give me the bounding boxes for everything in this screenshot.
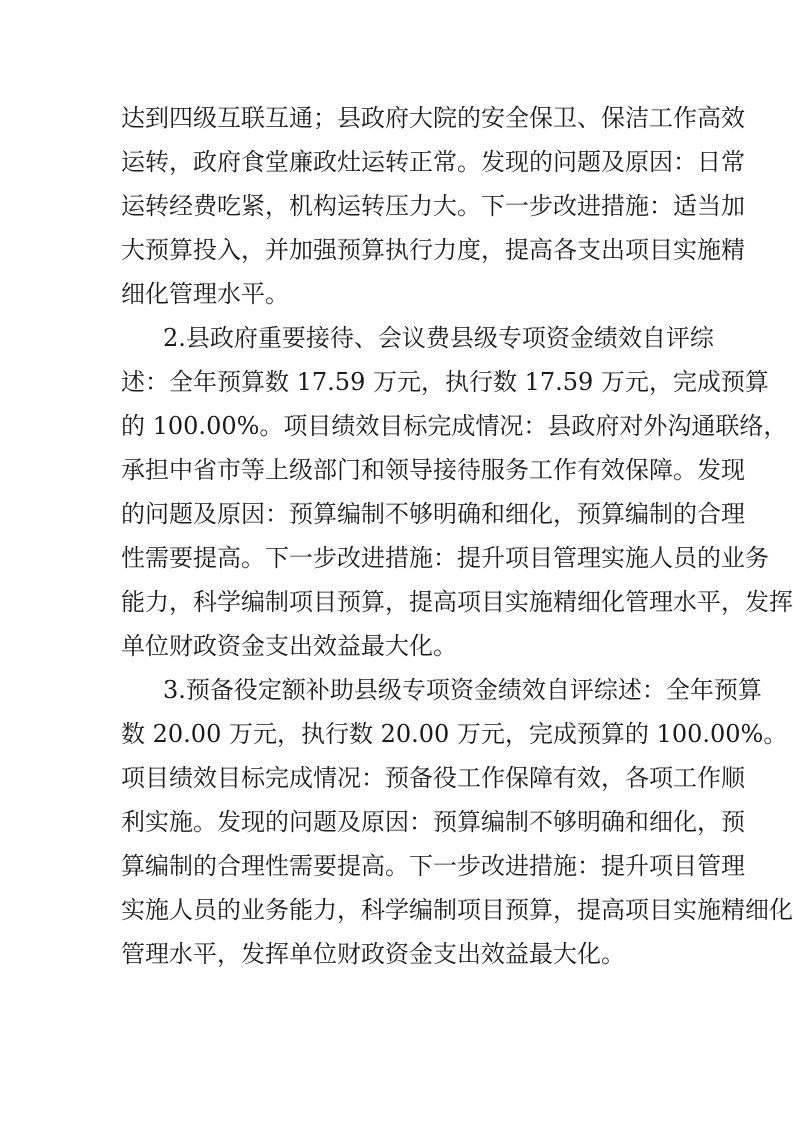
paragraph-2-line-4: 承担中省市等上级部门和领导接待服务工作有效保障。发现 bbox=[121, 456, 745, 484]
paragraph-2-line-1: 2.县政府重要接待、会议费县级专项资金绩效自评综 bbox=[163, 324, 714, 352]
paragraph-3-line-3: 项目绩效目标完成情况：预备役工作保障有效，各项工作顺 bbox=[121, 764, 745, 792]
paragraph-2-line-5: 的问题及原因：预算编制不够明确和细化，预算编制的合理 bbox=[121, 500, 745, 528]
paragraph-2-line-7: 能力，科学编制项目预算，提高项目实施精细化管理水平，发挥 bbox=[121, 588, 793, 616]
paragraph-3-line-7: 管理水平，发挥单位财政资金支出效益最大化。 bbox=[121, 940, 625, 968]
paragraph-3-line-2: 数 20.00 万元，执行数 20.00 万元，完成预算的 100.00%。 bbox=[121, 720, 788, 748]
paragraph-1-line-3: 运转经费吃紧，机构运转压力大。下一步改进措施：适当加 bbox=[121, 192, 745, 220]
paragraph-3-line-5: 算编制的合理性需要提高。下一步改进措施：提升项目管理 bbox=[121, 852, 745, 880]
paragraph-3-line-6: 实施人员的业务能力，科学编制项目预算，提高项目实施精细化 bbox=[121, 896, 793, 924]
paragraph-1-line-5: 细化管理水平。 bbox=[121, 280, 289, 308]
paragraph-1-line-4: 大预算投入，并加强预算执行力度，提高各支出项目实施精 bbox=[121, 236, 745, 264]
paragraph-2-line-8: 单位财政资金支出效益最大化。 bbox=[121, 632, 457, 660]
paragraph-3-line-1: 3.预备役定额补助县级专项资金绩效自评综述：全年预算 bbox=[163, 676, 762, 704]
paragraph-3-line-4: 利实施。发现的问题及原因：预算编制不够明确和细化，预 bbox=[121, 808, 745, 836]
paragraph-2-line-2: 述：全年预算数 17.59 万元，执行数 17.59 万元，完成预算 bbox=[121, 368, 769, 396]
paragraph-1-line-1: 达到四级互联互通；县政府大院的安全保卫、保洁工作高效 bbox=[121, 104, 745, 132]
paragraph-2-line-6: 性需要提高。下一步改进措施：提升项目管理实施人员的业务 bbox=[121, 544, 769, 572]
paragraph-1-line-2: 运转，政府食堂廉政灶运转正常。发现的问题及原因：日常 bbox=[121, 148, 745, 176]
paragraph-2-line-3: 的 100.00%。项目绩效目标完成情况：县政府对外沟通联络， bbox=[121, 412, 788, 440]
